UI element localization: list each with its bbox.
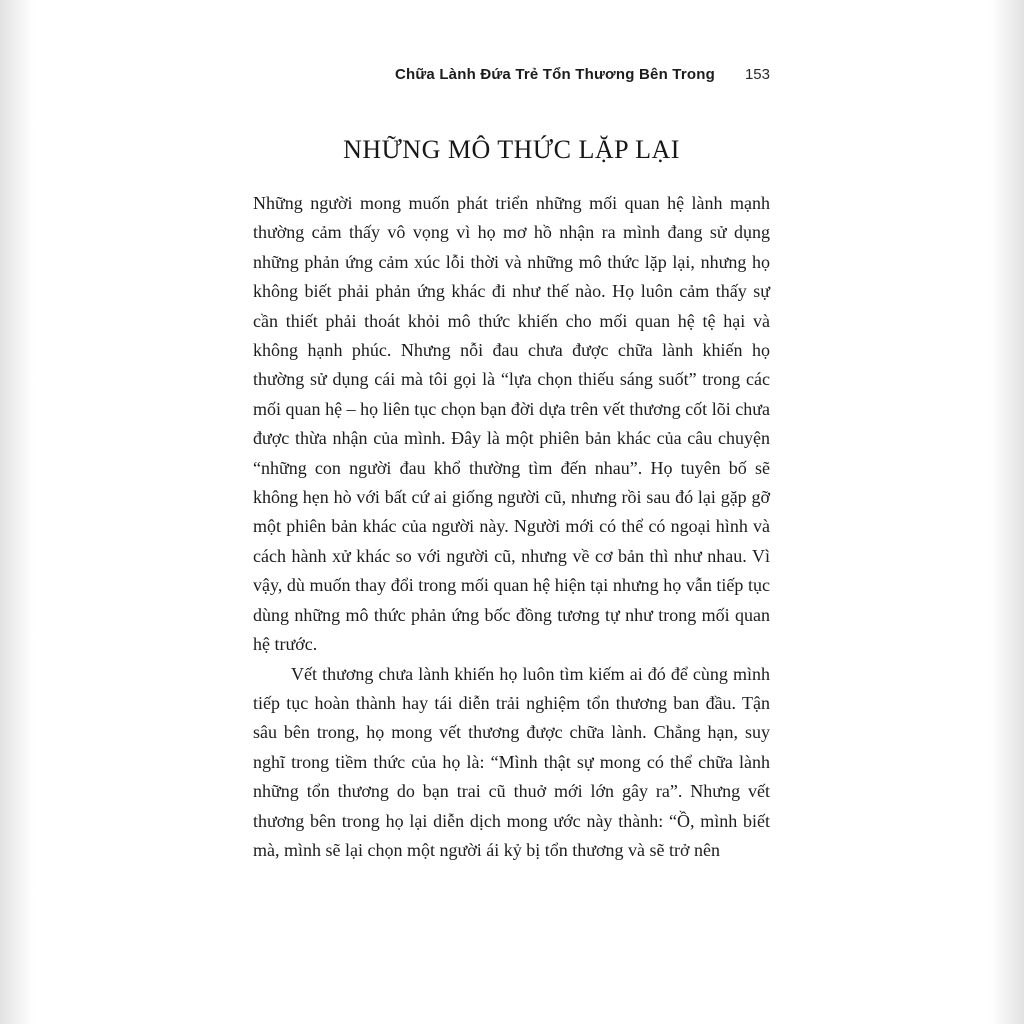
book-page: [34, 0, 990, 1024]
page-number: 153: [744, 66, 770, 83]
page-content: [253, 0, 770, 865]
paragraph-1: Những người mong muốn phát triển những mối quan hệ lành mạnh thường cảm thấy vô vọng vì họ mơ hồ nhận ra mình đang sử dụng những phản ứng cảm xúc lỗi thời và những mô thức lặp lại, nhưng họ không biết phải phản ứng khác đi như thế nào. Họ luôn cảm thấy sự cần thiết phải thoát khỏi mô thức khiến cho mối quan hệ tệ hại và không hạnh phúc. Nhưng nỗi đau chưa được chữa lành khiến họ thường sử dụng cái mà tôi gọi là “lựa chọn thiếu sáng suốt” trong các mối quan hệ – họ liên tục chọn bạn đời dựa trên vết thương cốt lõi chưa được thừa nhận của mình. Đây là một phiên bản khác của câu chuyện “những con người đau khổ thường tìm đến nhau”. Họ tuyên bố sẽ không hẹn hò với bất cứ ai giống người cũ, nhưng rồi sau đó lại gặp gỡ một phiên bản khác của người này. Người mới có thể có ngoại hình và cách hành xử khác so với người cũ, nhưng về cơ bản thì như nhau. Vì vậy, dù muốn thay đổi trong mối quan hệ hiện tại nhưng họ vẫn tiếp tục dùng những mô thức phản ứng bốc đồng tương tự như trong mối quan hệ trước.: [253, 193, 770, 655]
body-text: [253, 189, 770, 865]
page-edge-left: [0, 0, 34, 1024]
paragraph-2: Vết thương chưa lành khiến họ luôn tìm kiếm ai đó để cùng mình tiếp tục hoàn thành hay tái diễn trải nghiệm tổn thương ban đầu. Tận sâu bên trong, họ mong vết thương được chữa lành. Chẳng hạn, suy nghĩ trong tiềm thức của họ là: “Mình thật sự mong có thể chữa lành những tổn thương do bạn trai cũ thuở mới lớn gây ra”. Nhưng vết thương bên trong họ lại diễn dịch mong ước này thành: “Ồ, mình biết mà, mình sẽ lại chọn một người ái kỷ bị tổn thương và sẽ trở nên: [253, 663, 770, 860]
chapter-heading: NHỮNG MÔ THỨC LẶP LẠI: [343, 135, 680, 164]
running-header: [253, 66, 770, 83]
running-header-title: Chữa Lành Đứa Trẻ Tổn Thương Bên Trong: [394, 66, 715, 83]
page-edge-right: [990, 0, 1024, 1024]
